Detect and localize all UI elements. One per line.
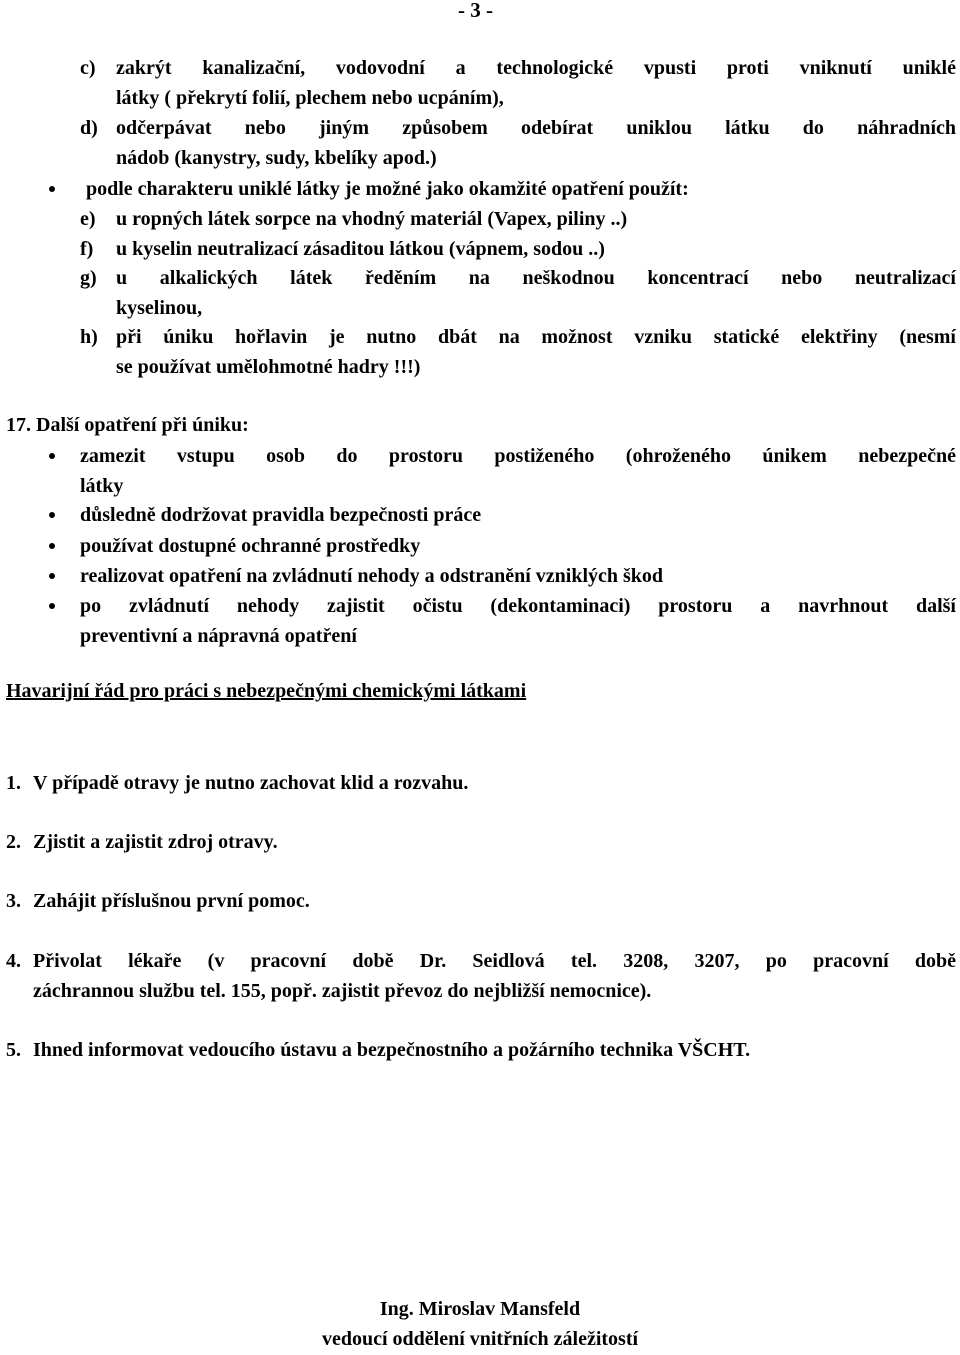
numbered-item-5 bbox=[6, 1035, 956, 1065]
item-line: Přivolat lékaře (v pracovní době Dr. Seidlová tel. 3208, 3207, po pracovní době bbox=[33, 950, 956, 972]
list-item-g bbox=[80, 263, 956, 323]
section-17-title: 17. Další opatření při úniku: bbox=[6, 414, 249, 436]
item-line: u kyselin neutralizací zásaditou látkou (vápnem, sodou ..) bbox=[116, 238, 605, 260]
bullet-icon bbox=[49, 453, 55, 459]
bullet-intro: podle charakteru uniklé látky je možné jako okamžité opatření použít: bbox=[86, 178, 689, 200]
item-line: kyselinou, bbox=[116, 297, 203, 319]
item-number: 3. bbox=[6, 890, 21, 912]
item-text: V případě otravy je nutno zachovat klid a rozvahu. bbox=[33, 772, 469, 794]
bullet-icon bbox=[49, 186, 55, 192]
section-heading: Havarijní řád pro práci s nebezpečnými chemickými látkami bbox=[6, 680, 527, 702]
item-number: 2. bbox=[6, 831, 21, 853]
page-number: - 3 - bbox=[458, 0, 493, 22]
signature-name: Ing. Miroslav Mansfeld bbox=[379, 1298, 581, 1320]
item-line: zakrýt kanalizační, vodovodní a technologické vpusti proti vniknutí uniklé bbox=[116, 57, 956, 79]
section-17-bullet bbox=[80, 441, 956, 501]
item-number: 4. bbox=[6, 950, 21, 972]
numbered-item-4 bbox=[6, 946, 956, 1006]
numbered-item-1 bbox=[6, 768, 956, 798]
item-line: při úniku hořlavin je nutno dbát na možnost vzniku statické elektřiny (nesmí bbox=[116, 326, 956, 348]
bullet-icon bbox=[49, 603, 55, 609]
bullet-line: preventivní a nápravná opatření bbox=[80, 625, 357, 647]
bullet-line: látky bbox=[80, 475, 124, 497]
list-item-h bbox=[80, 322, 956, 382]
item-label: d) bbox=[80, 117, 98, 139]
section-17-bullet: důsledně dodržovat pravidla bezpečnosti práce bbox=[80, 504, 482, 526]
item-text: Zjistit a zajistit zdroj otravy. bbox=[33, 831, 278, 853]
numbered-item-2 bbox=[6, 827, 956, 857]
section-17-bullet: používat dostupné ochranné prostředky bbox=[80, 535, 421, 557]
list-item-c bbox=[80, 53, 956, 113]
list-item-e bbox=[80, 204, 956, 234]
item-text: Ihned informovat vedoucího ústavu a bezpečnostního a požárního technika VŠCHT. bbox=[33, 1039, 751, 1061]
item-label: g) bbox=[80, 267, 97, 289]
item-number: 5. bbox=[6, 1039, 21, 1061]
list-item-f bbox=[80, 234, 956, 264]
item-line: odčerpávat nebo jiným způsobem odebírat uniklou látku do náhradních bbox=[116, 117, 956, 139]
item-number: 1. bbox=[6, 772, 21, 794]
section-17-bullet bbox=[80, 591, 956, 651]
item-text: Zahájit příslušnou první pomoc. bbox=[33, 890, 310, 912]
item-line: záchrannou službu tel. 155, popř. zajistit převoz do nejbližší nemocnice). bbox=[33, 980, 652, 1002]
item-line: nádob (kanystry, sudy, kbelíky apod.) bbox=[116, 147, 437, 169]
numbered-item-3 bbox=[6, 886, 956, 916]
bullet-icon bbox=[49, 512, 55, 518]
bullet-icon bbox=[49, 573, 55, 579]
signature-role: vedoucí oddělení vnitřních záležitostí bbox=[321, 1328, 639, 1350]
section-17-bullet: realizovat opatření na zvládnutí nehody a odstranění vzniklých škod bbox=[80, 565, 664, 587]
item-label: c) bbox=[80, 57, 96, 79]
item-line: se používat umělohmotné hadry !!!) bbox=[116, 356, 421, 378]
bullet-line: po zvládnutí nehody zajistit očistu (dekontaminaci) prostoru a navrhnout další bbox=[80, 595, 956, 617]
item-label: f) bbox=[80, 238, 94, 260]
bullet-icon bbox=[49, 543, 55, 549]
item-line: u alkalických látek ředěním na neškodnou koncentrací nebo neutralizací bbox=[116, 267, 956, 289]
item-line: u ropných látek sorpce na vhodný materiál (Vapex, piliny ..) bbox=[116, 208, 628, 230]
item-label: h) bbox=[80, 326, 98, 348]
item-line: látky ( překrytí folií, plechem nebo ucpáním), bbox=[116, 87, 504, 109]
item-label: e) bbox=[80, 208, 96, 230]
bullet-line: zamezit vstupu osob do prostoru postiženého (ohroženého únikem nebezpečné bbox=[80, 445, 956, 467]
list-item-d bbox=[80, 113, 956, 173]
